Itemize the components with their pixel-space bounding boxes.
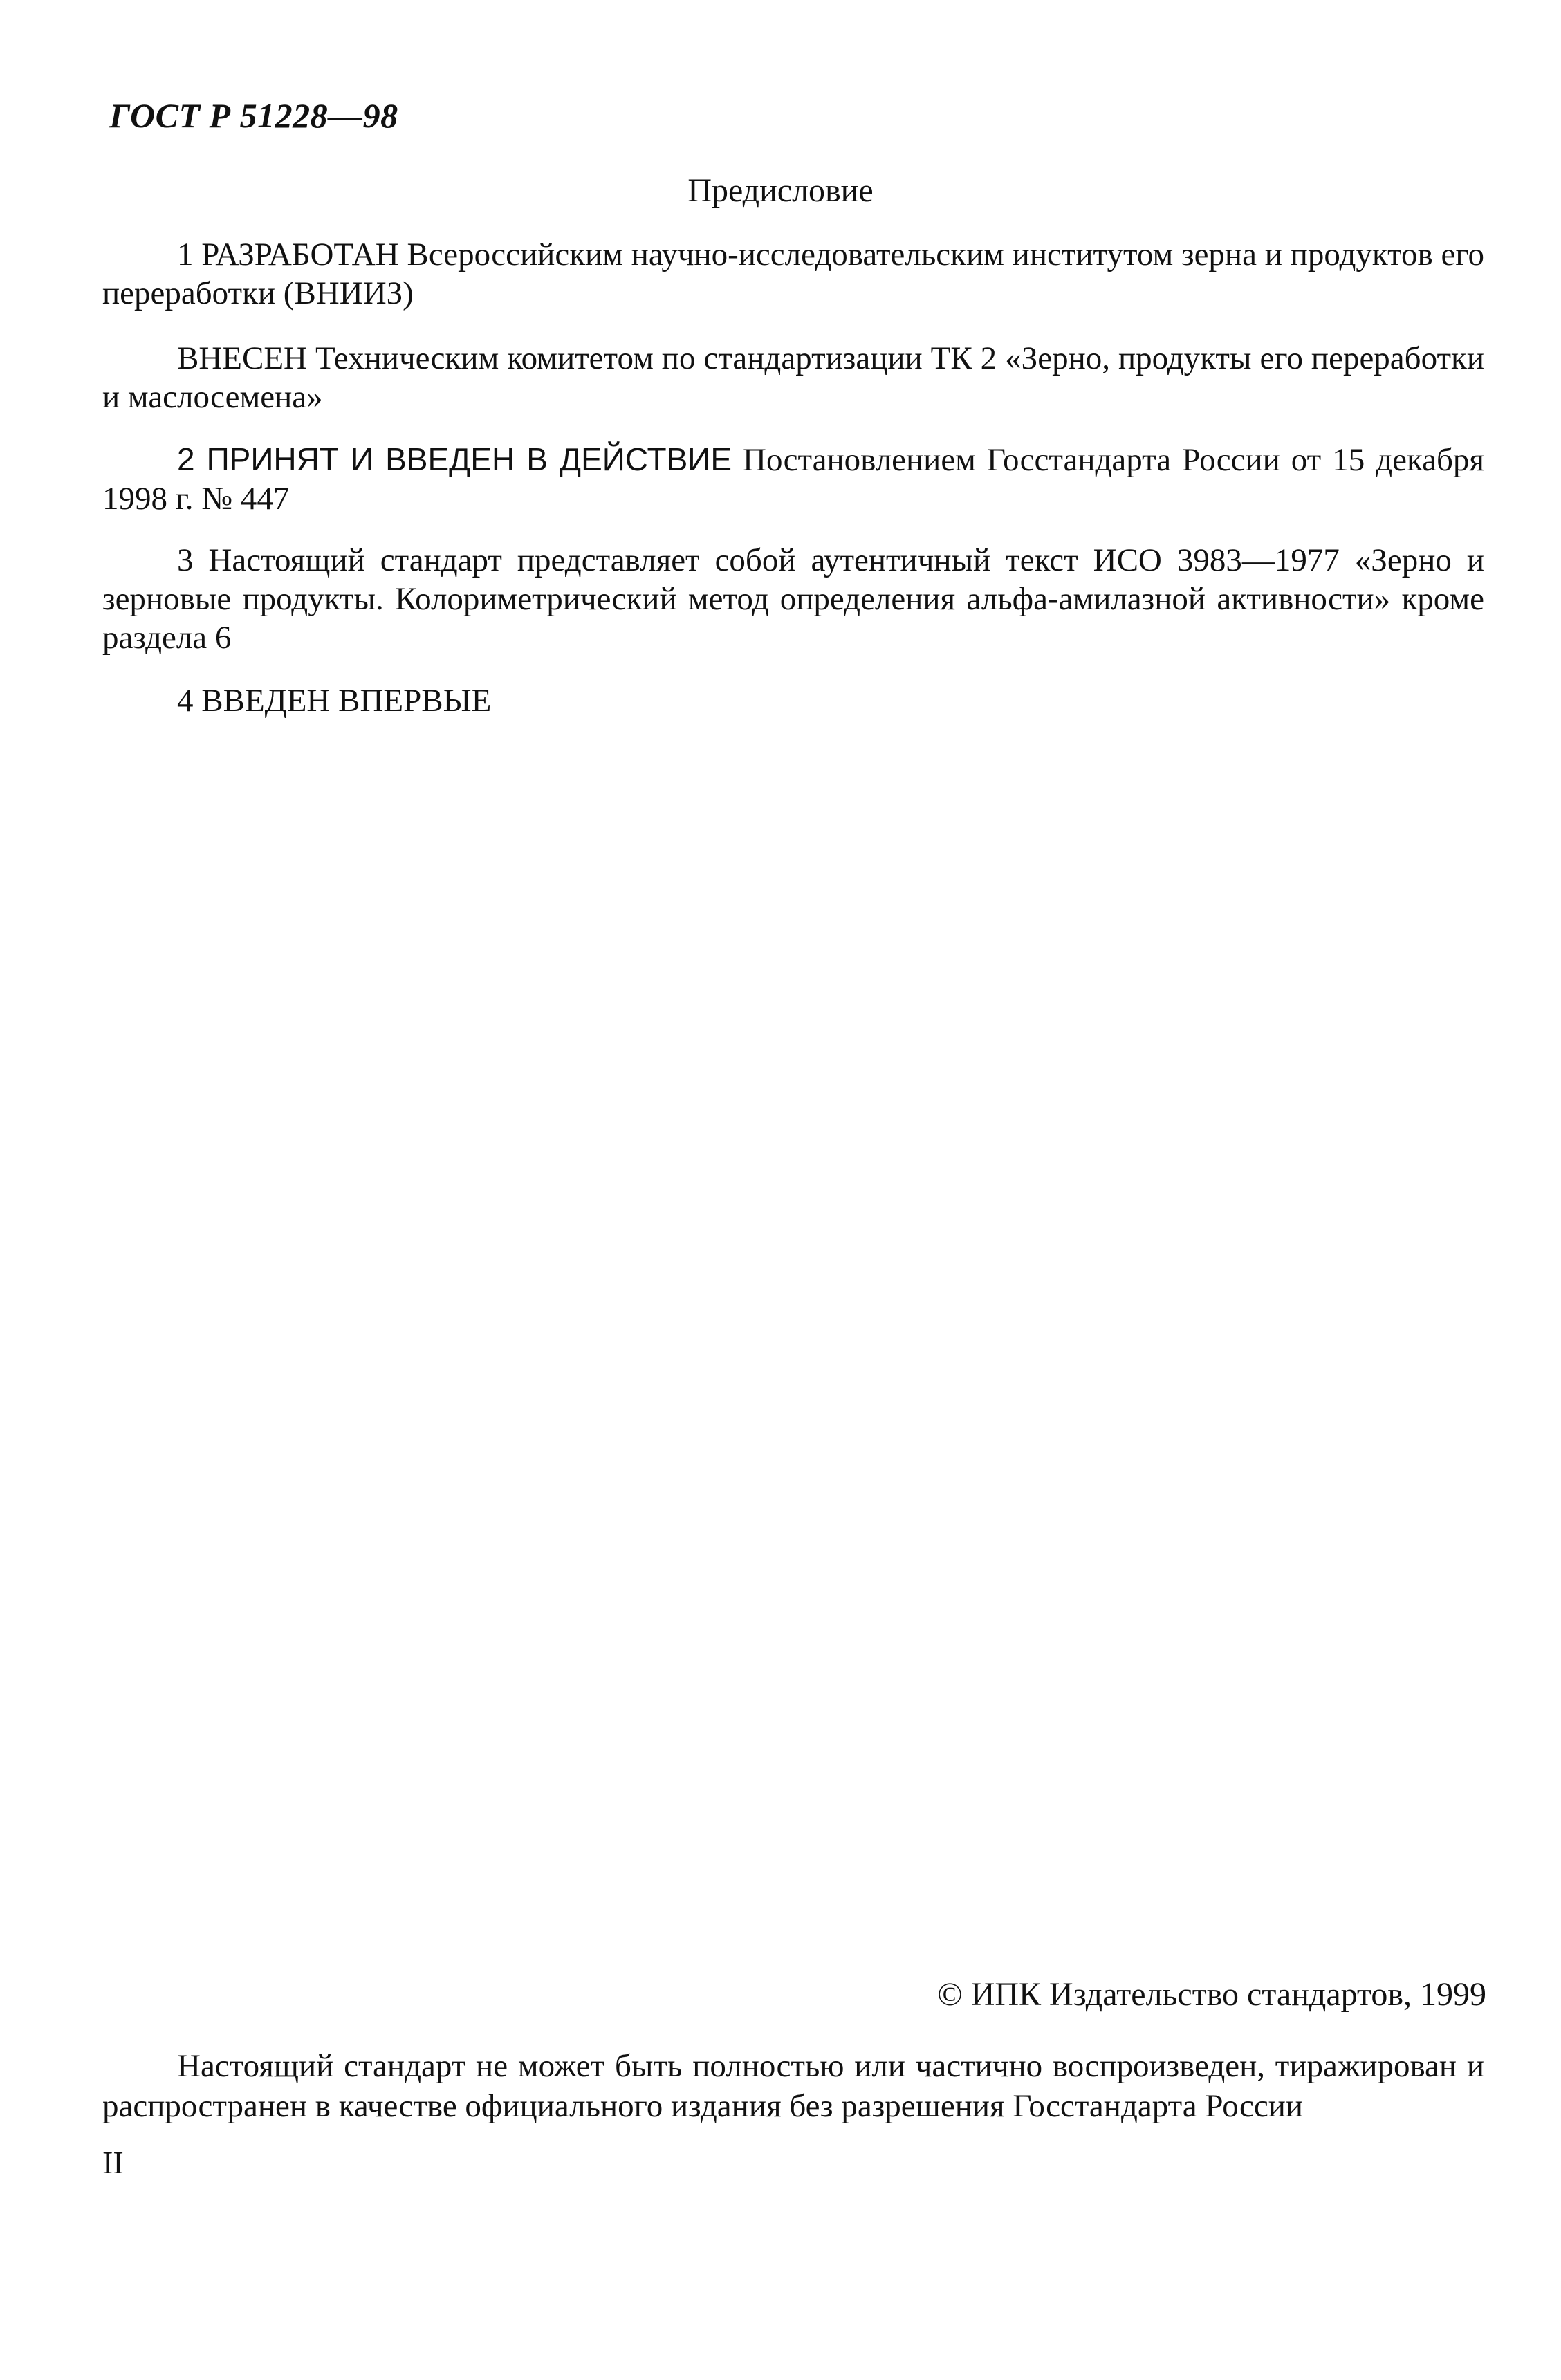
reproduction-notice: Настоящий стандарт не может быть полностью или частично воспроизведен, тиражирован и распространен в качестве официального издания без разрешения Госстандарта России <box>102 2048 1484 2124</box>
item-lead: 4 ВВЕДЕН ВПЕРВЫЕ <box>177 683 492 719</box>
page-number: II <box>102 2145 124 2180</box>
item-text: Настоящий стандарт представляет собой аутентичный текст ИСО 3983—1977 «Зерно и зерновые продукты. Колориметрический метод определения альфа-амилазной активности» кроме раздела 6 <box>102 542 1484 656</box>
item-adopted <box>102 440 1484 518</box>
item-text: Техническим комитетом по стандартизации ТК 2 «Зерно, продукты его переработки и маслосемена» <box>102 340 1484 415</box>
item-lead: 2 ПРИНЯТ И ВВЕДЕН В ДЕЙСТВИЕ <box>177 441 732 477</box>
item-authentic-text <box>102 541 1484 657</box>
item-text: Всероссийским научно-исследовательским институтом зерна и продуктов его переработки (ВНИИЗ) <box>102 237 1484 311</box>
item-text: Постановлением Госстандарта России от 15 декабря 1998 г. № 447 <box>102 442 1484 517</box>
item-introduced-first <box>102 681 1484 720</box>
item-lead: ВНЕСЕН <box>177 340 307 376</box>
copyright-line: © ИПК Издательство стандартов, 1999 <box>937 1976 1486 2013</box>
item-submitted-by <box>102 339 1484 416</box>
item-lead: 1 РАЗРАБОТАН <box>177 237 399 273</box>
document-id-header: ГОСТ Р 51228—98 <box>109 96 398 135</box>
preface-title: Предисловие <box>687 172 874 209</box>
item-lead: 3 <box>177 542 194 578</box>
item-developed-by <box>102 235 1484 313</box>
